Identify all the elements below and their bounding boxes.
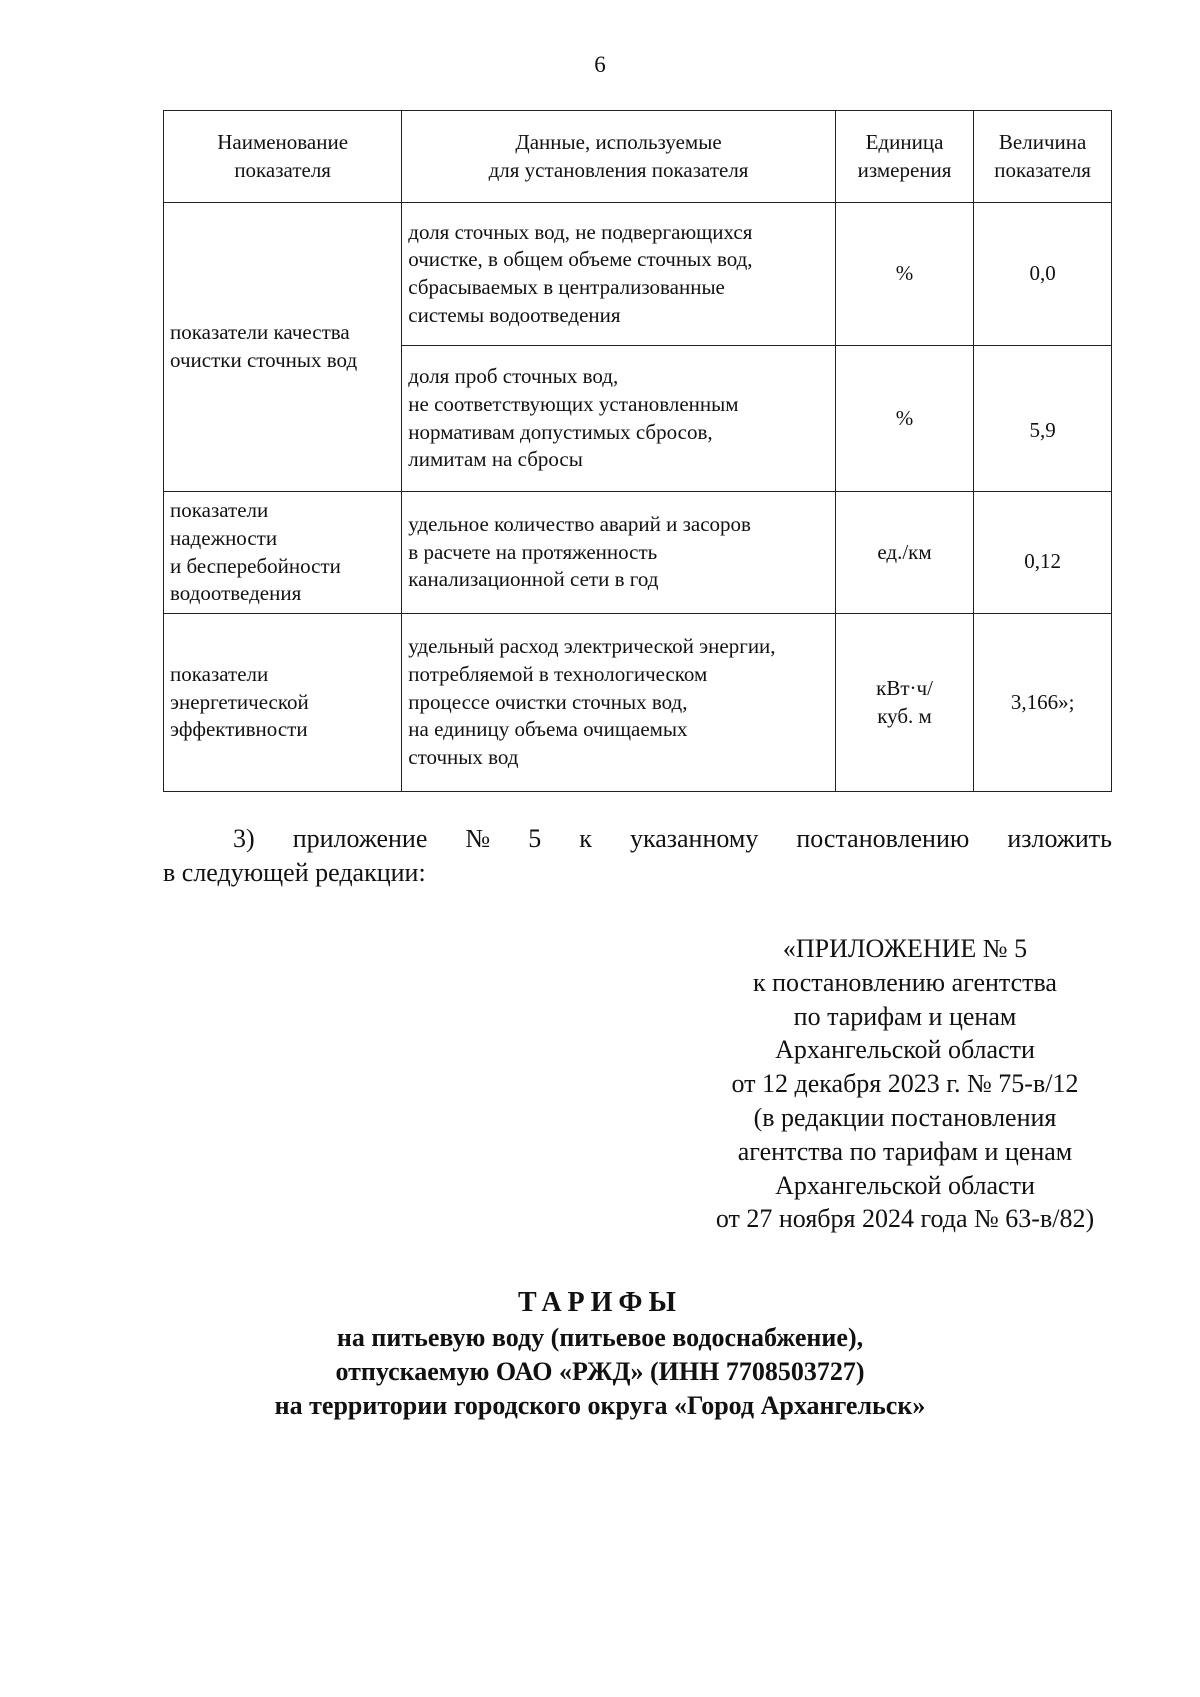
indicator-value-cell: 5,9 xyxy=(974,346,1112,492)
indicator-name-cell: показатели надежности и бесперебойности водоотведения xyxy=(164,492,402,614)
title-heading: ТАРИФЫ xyxy=(518,1287,682,1318)
table-header-row xyxy=(164,111,1112,203)
indicator-unit-cell: % xyxy=(835,346,973,492)
indicator-unit-cell: % xyxy=(835,203,973,346)
page-number: 6 xyxy=(594,52,606,77)
indicator-name-cell: показатели качества очистки сточных вод xyxy=(164,203,402,492)
amendment-paragraph xyxy=(163,822,1112,891)
appendix-block: «ПРИЛОЖЕНИЕ № 5 к постановлению агентства по тарифам и ценам Архангельской области от 12 декабря 2023 г. № 75-в/12 (в редакции постановления агентства по тарифам и ценам Архангельской области от 27 ноября 2024 года № 63-в/82) xyxy=(715,934,1095,1234)
header-name: Наименование показателя xyxy=(164,111,402,203)
paragraph-second-line: в следующей редакции: xyxy=(163,858,426,888)
indicator-data-cell: удельный расход электрической энергии, потребляемой в технологическом процессе очистки сточных вод, на единицу объема очищаемых сточных вод xyxy=(402,614,836,792)
indicators-table xyxy=(163,110,1112,792)
indicator-unit-cell: ед./км xyxy=(835,492,973,614)
indicator-value-cell: 3,166»; xyxy=(974,614,1112,792)
indicator-data-cell: доля проб сточных вод, не соответствующих установленным нормативам допустимых сбросов, лимитам на сбросы xyxy=(402,346,836,492)
indicator-value-cell: 0,0 xyxy=(974,203,1112,346)
tariffs-title: ТАРИФЫ на питьевую воду (питьевое водоснабжение), отпускаемую ОАО «РЖД» (ИНН 7708503727) на территории городского округа «Город Архангельск» xyxy=(0,1285,1200,1423)
indicator-data-cell: удельное количество аварий и засоров в расчете на протяженность канализационной сети в год xyxy=(402,492,836,614)
indicator-unit-cell: кВт·ч/ куб. м xyxy=(835,614,973,792)
table-row xyxy=(164,203,1112,346)
indicator-data-cell: доля сточных вод, не подвергающихся очистке, в общем объеме сточных вод, сбрасываемых в централизованные системы водоотведения xyxy=(402,203,836,346)
paragraph-first-line: 3) приложение № 5 к указанному постановлению изложить xyxy=(233,824,1112,853)
header-data: Данные, используемые для установления показателя xyxy=(402,111,836,203)
header-unit: Единица измерения xyxy=(835,111,973,203)
table-row xyxy=(164,614,1112,792)
header-value: Величина показателя xyxy=(974,111,1112,203)
indicator-name-cell: показатели энергетической эффективности xyxy=(164,614,402,792)
indicator-value-cell: 0,12 xyxy=(974,492,1112,614)
table-row xyxy=(164,492,1112,614)
